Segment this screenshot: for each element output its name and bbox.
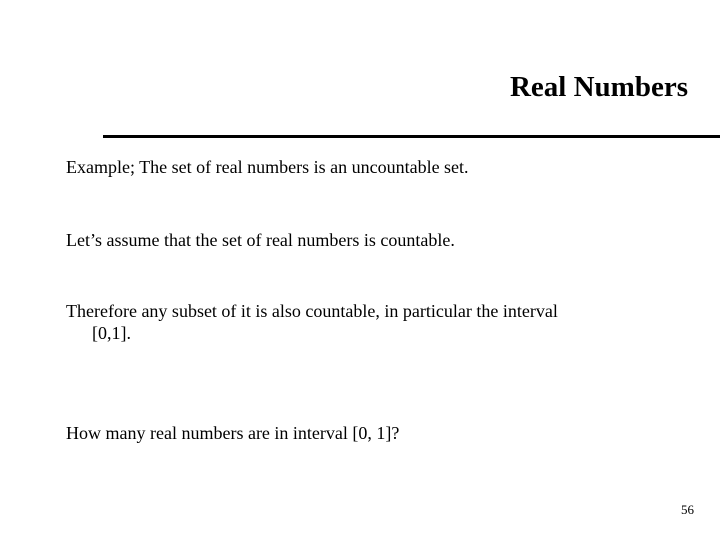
- paragraph-subset-line1: Therefore any subset of it is also countable, in particular the interval: [66, 301, 558, 321]
- paragraph-question: How many real numbers are in interval [0, 1]?: [66, 423, 400, 443]
- paragraph-example: Example; The set of real numbers is an uncountable set.: [66, 157, 469, 177]
- paragraph-subset-line2: [0,1].: [92, 323, 131, 343]
- page-number: 56: [681, 502, 694, 517]
- title-underline-rule: [103, 135, 720, 138]
- slide-title: Real Numbers: [509, 71, 688, 103]
- paragraph-assumption: Let’s assume that the set of real numbers is countable.: [66, 230, 455, 250]
- paragraph-subset: [66, 300, 558, 344]
